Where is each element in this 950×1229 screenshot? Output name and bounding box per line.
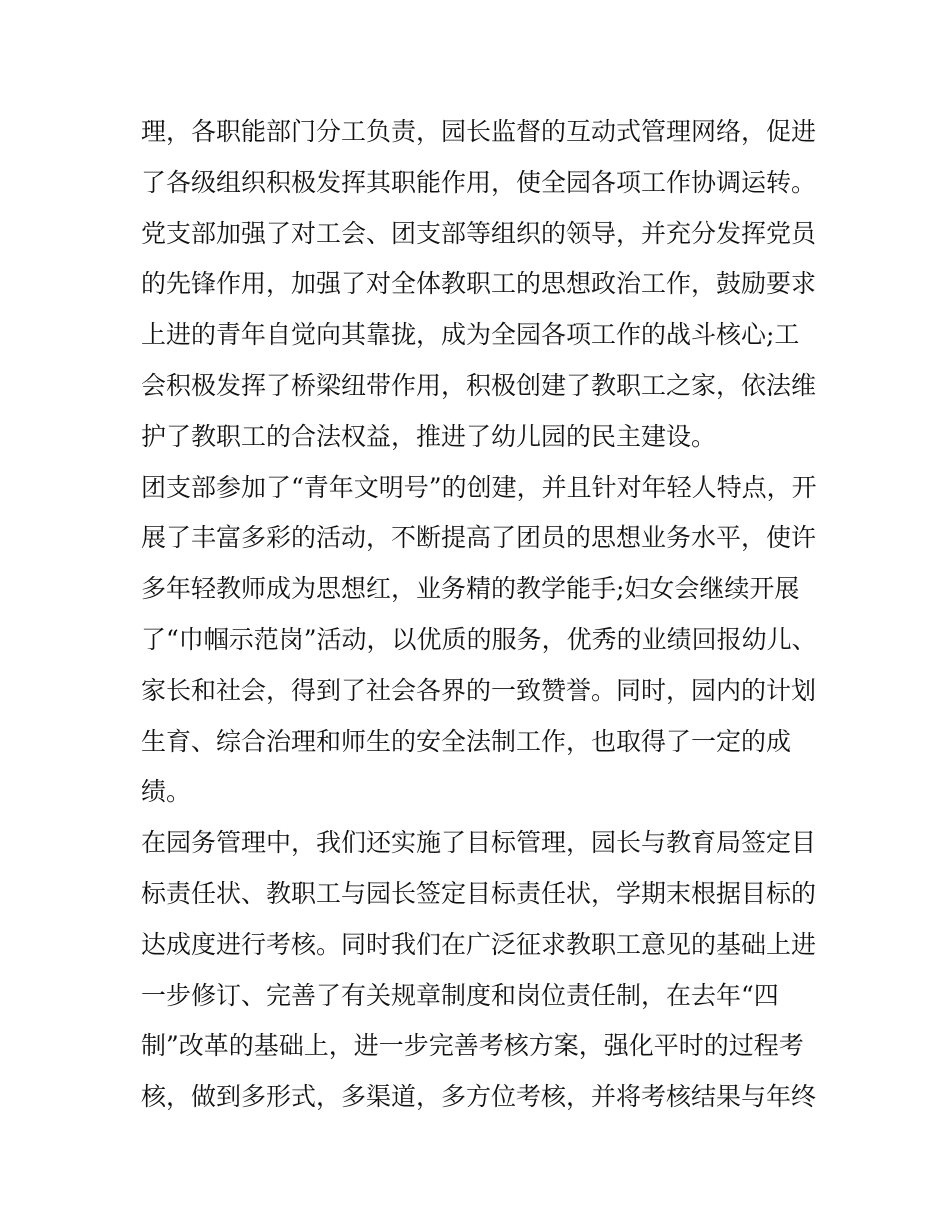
text-line: 会积极发挥了桥梁纽带作用，积极创建了教职工之家，依法维 (141, 370, 817, 400)
text-line: 标责任状、教职工与园长签定目标责任状，学期末根据目标的 (141, 878, 817, 908)
text-line: 的先锋作用，加强了对全体教职工的思想政治工作，鼓励要求 (141, 269, 817, 299)
text-line: 展了丰富多彩的活动，不断提高了团员的思想业务水平，使许 (141, 523, 817, 553)
text-line: 了各级组织积极发挥其职能作用，使全园各项工作协调运转。 (141, 167, 817, 197)
text-line: 达成度进行考核。同时我们在广泛征求教职工意见的基础上进 (141, 929, 817, 959)
text-line: 了“巾帼示范岗”活动，以优质的服务，优秀的业绩回报幼儿、 (141, 624, 817, 654)
text-line: 团支部参加了“青年文明号”的创建，并且针对年轻人特点，开 (141, 472, 817, 502)
text-line: 在园务管理中，我们还实施了目标管理，园长与教育局签定目 (141, 828, 817, 858)
document-body (141, 107, 821, 1123)
text-line: 绩。 (141, 777, 192, 807)
text-line: 上进的青年自觉向其靠拢，成为全园各项工作的战斗核心;工 (141, 320, 800, 350)
text-line: 制”改革的基础上，进一步完善考核方案，强化平时的过程考 (141, 1031, 804, 1061)
text-line: 护了教职工的合法权益，推进了幼儿园的民主建设。 (141, 421, 717, 451)
text-line: 生育、综合治理和师生的安全法制工作，也取得了一定的成 (141, 726, 792, 756)
text-line: 核，做到多形式，多渠道，多方位考核，并将考核结果与年终 (141, 1082, 817, 1112)
text-line: 党支部加强了对工会、团支部等组织的领导，并充分发挥党员 (141, 218, 817, 248)
text-line: 多年轻教师成为思想红，业务精的教学能手;妇女会继续开展 (141, 574, 800, 604)
text-line: 理，各职能部门分工负责，园长监督的互动式管理网络，促进 (141, 117, 817, 146)
text-line: 一步修订、完善了有关规章制度和岗位责任制，在去年“四 (141, 980, 779, 1010)
text-line: 家长和社会，得到了社会各界的一致赞誉。同时，园内的计划 (141, 675, 817, 705)
